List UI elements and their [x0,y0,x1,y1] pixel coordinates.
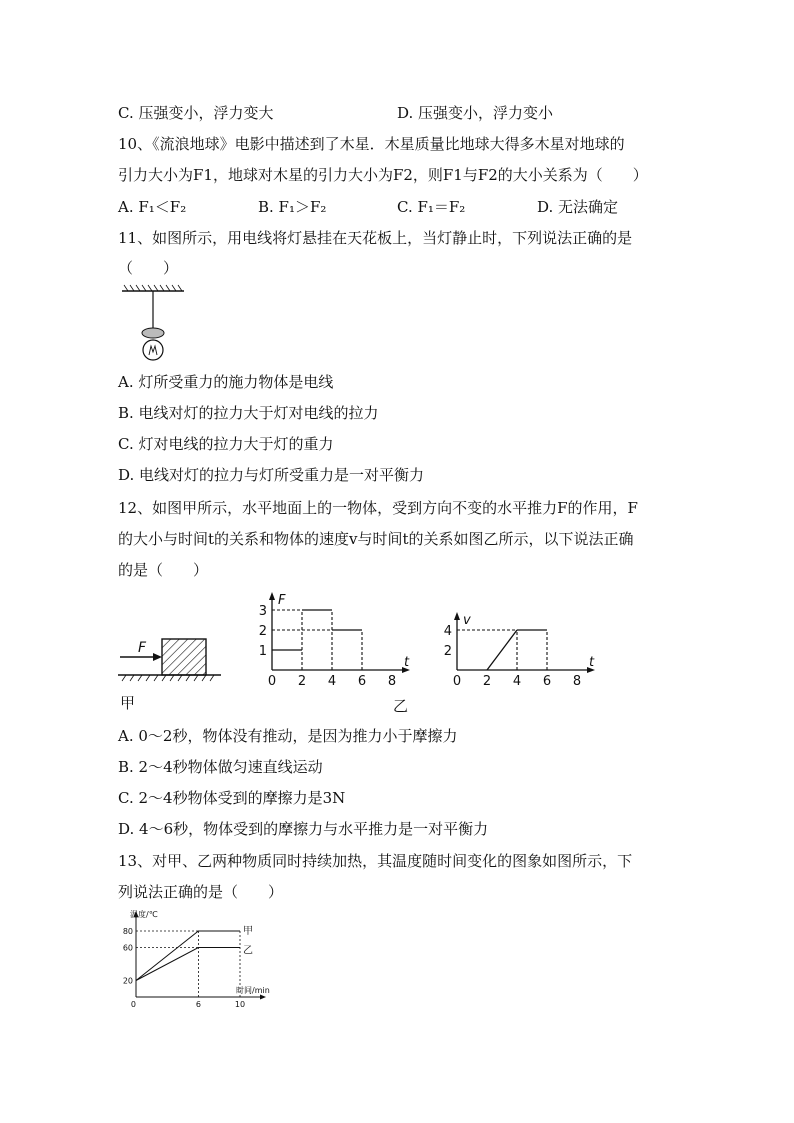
y-tick-label: 60 [122,943,133,953]
series-line-1 [136,931,240,981]
x-tick-label: 2 [297,674,307,689]
q13-stem-line2: 列说法正确的是（ ） [118,883,284,901]
q10-option-c: C. F₁＝F₂ [397,198,466,216]
q11-option-a: A. 灯所受重力的施力物体是电线 [118,373,334,391]
q12-stem-line1: 12、如图甲所示，水平地面上的一物体，受到方向不变的水平推力F的作用，F [118,499,638,517]
x-tick-label: 0 [452,674,462,689]
q11-option-d: D. 电线对灯的拉力与灯所受重力是一对平衡力 [118,466,425,484]
x-tick-label: 6 [195,1000,201,1009]
series-segment [487,630,517,670]
q11-option-b: B. 电线对灯的拉力大于灯对电线的拉力 [118,404,379,422]
q12-option-b: B. 2～4秒物体做匀速直线运动 [118,758,323,776]
q11-option-c: C. 灯对电线的拉力大于灯的重力 [118,435,334,453]
temperature-time-chart [110,910,270,1020]
y-tick-label: 4 [443,624,452,639]
y-tick-label: 1 [258,644,267,659]
q11-stem-line1: 11、如图所示，用电线将灯悬挂在天花板上，当灯静止时，下列说法正确的是 [118,229,633,247]
q12-stem-line2: 的大小与时间t的关系和物体的速度v与时间t的关系如图乙所示，以下说法正确 [118,530,634,548]
q10-stem-line2: 引力大小为F1，地球对木星的引力大小为F2，则F1与F2的大小关系为（ ） [118,166,648,184]
fig-label-jia: 甲 [120,694,136,712]
hanging-lamp-figure [118,282,198,372]
force-time-chart [255,590,410,690]
q9-option-c: C. 压强变小，浮力变大 [118,104,274,122]
y-axis-arrow [269,592,275,600]
q10-option-a: A. F₁＜F₂ [118,198,187,216]
y-axis-label: F [278,593,286,608]
x-tick-label: 6 [542,674,552,689]
y-tick-label: 2 [258,624,267,639]
x-tick-label: 0 [267,674,277,689]
q12-stem-line3: 的是（ ） [118,561,209,579]
series-label: 乙 [243,945,253,957]
y-axis-label: 温度/℃ [130,910,158,919]
x-tick-label: 8 [572,674,582,689]
fig-label-yi: 乙 [393,697,409,715]
y-tick-label: 80 [122,927,133,936]
x-tick-label: 6 [357,674,367,689]
q12-option-d: D. 4～6秒，物体受到的摩擦力与水平推力是一对平衡力 [118,820,489,838]
y-axis-arrow [454,612,460,620]
x-axis-label: t [589,655,595,670]
series-label: 甲 [243,926,253,937]
q11-stem-line2: （ ） [118,259,179,277]
x-tick-label: 8 [387,674,397,689]
block-push-figure [118,632,238,682]
x-tick-label: 2 [482,674,492,689]
x-axis-arrow [260,995,266,1000]
velocity-time-chart [440,590,595,690]
x-tick-label: 4 [327,674,337,689]
q13-stem-line1: 13、对甲、乙两种物质同时持续加热，其温度随时间变化的图象如图所示，下 [118,852,633,870]
q12-option-c: C. 2～4秒物体受到的摩擦力是3N [118,789,346,807]
q10-stem-line1: 10、《流浪地球》电影中描述到了木星．木星质量比地球大得多木星对地球的 [118,135,625,153]
y-tick-label: 2 [443,644,452,659]
q12-option-a: A. 0～2秒，物体没有推动，是因为推力小于摩擦力 [118,727,458,745]
force-label: F [138,640,147,656]
y-axis-label: v [463,613,471,628]
series-line-2 [136,948,240,981]
x-axis-label: t [404,655,410,670]
x-tick-label: 4 [512,674,522,689]
q10-option-b: B. F₁＞F₂ [258,198,327,216]
x-axis-label: 时间/min [236,986,270,995]
y-tick-label: 20 [122,976,133,986]
q10-option-d: D. 无法确定 [537,198,619,216]
x-tick-label: 0 [130,1000,136,1009]
q9-option-d: D. 压强变小，浮力变小 [397,104,554,122]
y-tick-label: 3 [258,604,267,619]
x-tick-label: 10 [234,1000,246,1009]
